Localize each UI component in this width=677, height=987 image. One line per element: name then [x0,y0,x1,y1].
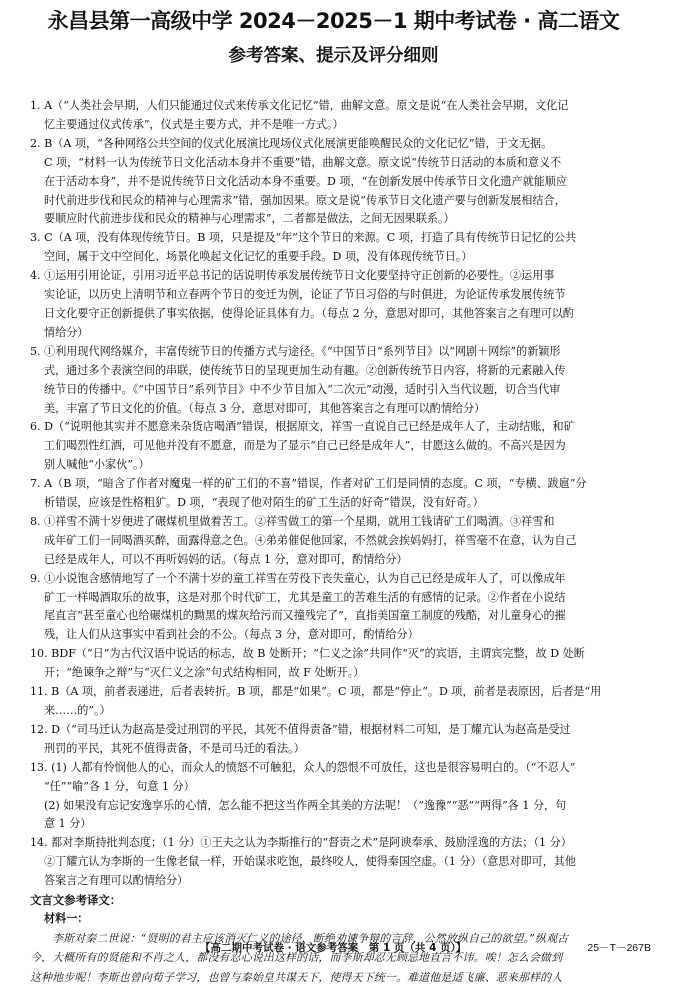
answer-item [30,267,637,343]
answer-line: 空间，属于文中空间化、场景化唤起文化记忆的重要手段。D 项，没有体现传统节日。） [44,250,473,264]
answer-item [30,513,637,570]
answer-line: 统节日的传播中。《“中国节日”系列节目》中不少节目加入“二次元”动漫，适时引入当代议题，切合当代审 [44,382,561,396]
translation-line: 今，大概所有的贤能和不肖之人，都没有忍心说出这样的话，而李斯却忍无顾忌地直言不讳。唉！怎么会做到 [30,951,563,965]
page-title: 永昌县第一高级中学 2024－2025－1 期中考试卷 · 高二语文 [47,9,620,33]
answer-item [30,97,637,135]
answer-line: 刑罚的平民，其死不值得责备，不是司马迁的看法。） [44,741,305,755]
answer-line: 10. BDF（“日”为古代汉语中说话的标志，故 B 处断开；“仁义之涂”共同作“灭”的宾语，主谓宾完整，故 D 处断 [30,647,585,661]
answer-line: C 项，“材料一认为传统节日文化活动本身并不重要”错，曲解文意。原文说“传统节日活动的本质和意义不 [44,155,562,169]
answer-line: 别人喊他“小家伙”。） [44,458,150,472]
answer-line: 时代前进步伐和民众的精神与心理需求”错，强加因果。原文是说“传承节日文化遗产要与创新发展相结合， [44,193,566,207]
answer-line: 要顺应时代前进步伐和民众的精神与心理需求”，二者都是做法，之间无因果联系。） [44,212,455,226]
translation-text [30,929,637,987]
answer-item [30,135,637,230]
answer-item [30,721,637,759]
answer-line: “任”“喻”各 1 分，句意 1 分） [44,779,195,793]
answer-line: 式，通过多个表演空间的串联，使传统节日的呈现更加生动有趣。②创新传统节日内容，将新的元素融入传 [44,363,566,377]
footer-page-info: 【高二期中考试卷 · 语文参考答案 第 1 页（共 4 页）】 [200,942,467,954]
answer-line: 2. B（A 项，“各种网络公共空间的仪式化展演比现场仪式化展演更能唤醒民众的文化记忆”错，于文无据。 [30,136,553,150]
answer-line: ②丁耀亢认为李斯的一生像老鼠一样，开始谋求吃饱，最终咬人，使得秦国空虚。（1 分）（意思对即可，其他 [44,855,576,869]
page-footer [0,940,677,956]
footer-exam-code: 25－T－267B [587,942,651,954]
answer-line: 析错误，应该是性格粗犷。D 项，“表现了他对陌生的矿工生活的好奇”错误，没有好奇。） [44,496,484,510]
answer-line: 7. A（B 项，“暗含了作者对魔鬼一样的矿工们的不喜”错误，作者对矿工们是同情的态度。C 项，“专横、跋扈”分 [30,477,587,491]
answer-line: 美，丰富了节日文化的价值。（每点 3 分，意思对即可，其他答案言之有理可以酌情给分） [44,401,486,415]
answer-line: 9. ①小说饱含感情地写了一个不满十岁的童工祥雪在劳役下丧失童心，认为自己已经是成年人了，可以像成年 [30,571,566,585]
answer-line: 实论证，以历史上清明节和立春两个节日的变迁为例，论证了节日习俗的与时俱进，为论证传承发展传统节 [44,288,566,302]
answer-line: 已经是成年人，可以不再听妈妈的话。（每点 1 分，意对即可，酌情给分） [44,552,408,566]
answer-line: 5. ①利用现代网络媒介，丰富传统节日的传播方式与途径。《“中国节日”系列节目》以“网剧＋网综”的新颖形 [30,344,561,358]
answer-line: 11. B（A 项，前者表递进，后者表转折。B 项，都是“如果”。C 项，都是“停止”。D 项，前者是表原因，后者是“用 [30,685,602,699]
translation-heading: 文言文参考译文： [30,893,122,908]
answer-line: 8. ①祥雪不满十岁便进了碾煤机里做着苦工。②祥雪做工的第一个星期，就用工钱请矿工们喝酒。③祥雪和 [30,514,555,528]
answer-subline: 意 1 分） [44,817,92,831]
answer-item [30,759,637,835]
answer-line: 矿工一样喝酒取乐的故事，这是对那个时代矿工，尤其是童工的苦难生活的有感情的记录。②作者在小说结 [44,590,566,604]
translation-line: 这种地步呢！李斯也曾向荀子学习，也曾与秦始皇共谋天下，使得天下统一。难道他是适飞廉、恶来那样的人 [30,970,563,984]
answer-item [30,645,637,683]
answer-line: 13. (1) 人都有怜悯他人的心，而众人的愤怒不可触犯，众人的怨恨不可放任，这也是很容易明白的。（“不忍人” [30,760,576,774]
answer-item [30,418,637,475]
answer-line: 14. 都对李斯持批判态度；（1 分）①王夫之认为李斯推行的“督责之术”是阿谀奉承、鼓励淫逸的方法；（1 分） [30,836,572,850]
answer-item [30,683,637,721]
answer-line: 开；“绝谏争之辩”与“灭仁义之涂”句式结构相同，故 F 处断开。） [44,666,365,680]
answer-line: 成年矿工们一同喝酒买醉，面露得意之色。④弟弟催促他回家，不然就会挨妈妈打，祥雪毫不在意，认为自己 [44,533,577,547]
answer-line: 来……的”。） [44,704,111,717]
answer-item [30,229,637,267]
answer-line: 1. A（“人类社会早期，人们只能通过仪式来传承文化记忆”错，曲解文意。原文是说“在人类社会早期，文化记 [30,99,569,112]
translation-line: 李斯对秦二世说：“贤明的君主应该消灭仁义的途径，断绝劝谏争辩的言辞，公然放纵自己的欲望。”纵观古 [52,931,569,945]
answer-item [30,475,637,513]
answer-line: 尾直言“甚至童心也给碾煤机的黝黑的煤灰给污而又撞残完了”，直指美国童工制度的残酷，对儿童身心的摧 [44,609,566,623]
answer-line: 情给分） [44,325,89,339]
answer-line: 12. D（“司马迁认为赵高是受过刑罚的平民，其死不值得责备”错，根据材料二可知，是丁耀亢认为赵高是受过 [30,722,571,736]
answer-line: 4. ①运用引用论证，引用习近平总书记的话说明传承发展传统节日文化要坚持守正创新的必要性。②运用事 [30,269,555,283]
answer-line: 残，让人们从这事实中看到社会的不公。（每点 3 分，意对即可，酌情给分） [44,628,419,642]
answer-line: 答案言之有理可以酌情给分） [44,874,189,888]
answer-line: 日文化要守正创新提供了事实依据，使得论证具体有力。（每点 2 分，意思对即可，其他答案言之有理可以酌 [44,306,574,320]
answer-line: 3. C（A 项，没有体现传统节日。B 项，只是提及“年”这个节日的来源。C 项，打造了具有传统节日记忆的公共 [30,231,577,245]
page-subtitle: 参考答案、提示及评分细则 [228,46,439,66]
answer-item [30,343,637,419]
material-title: 材料一： [44,911,89,925]
answer-line: 忆主要通过仪式传承”，仪式是主要方式，并不是唯一方式。） [44,117,344,131]
answer-item [30,834,637,891]
answer-line: 工们喝烈性红酒，可见他并没有不愿意，而是为了显示“自己已经是成年人”，甘愿这么做的。不高兴是因为 [44,439,566,453]
answer-list [30,97,637,891]
answer-item [30,570,637,646]
answer-line: 在于活动本身”，并不是说传统节日文化活动本身不重要。D 项，“在创新发展中传承节日文化遗产就能顺应 [44,174,567,188]
answer-line: 6. D（“说明他其实并不愿意来杂货店喝酒”错误，根据原文，祥雪一直说自己已经是成年人了，主动结账，和矿 [30,420,575,434]
answer-subline: (2) 如果没有忘记安逸享乐的心情，怎么能不把这当作两全其美的方法呢！（“逸豫”“恶”“两得”各 1 分，句 [44,798,567,812]
